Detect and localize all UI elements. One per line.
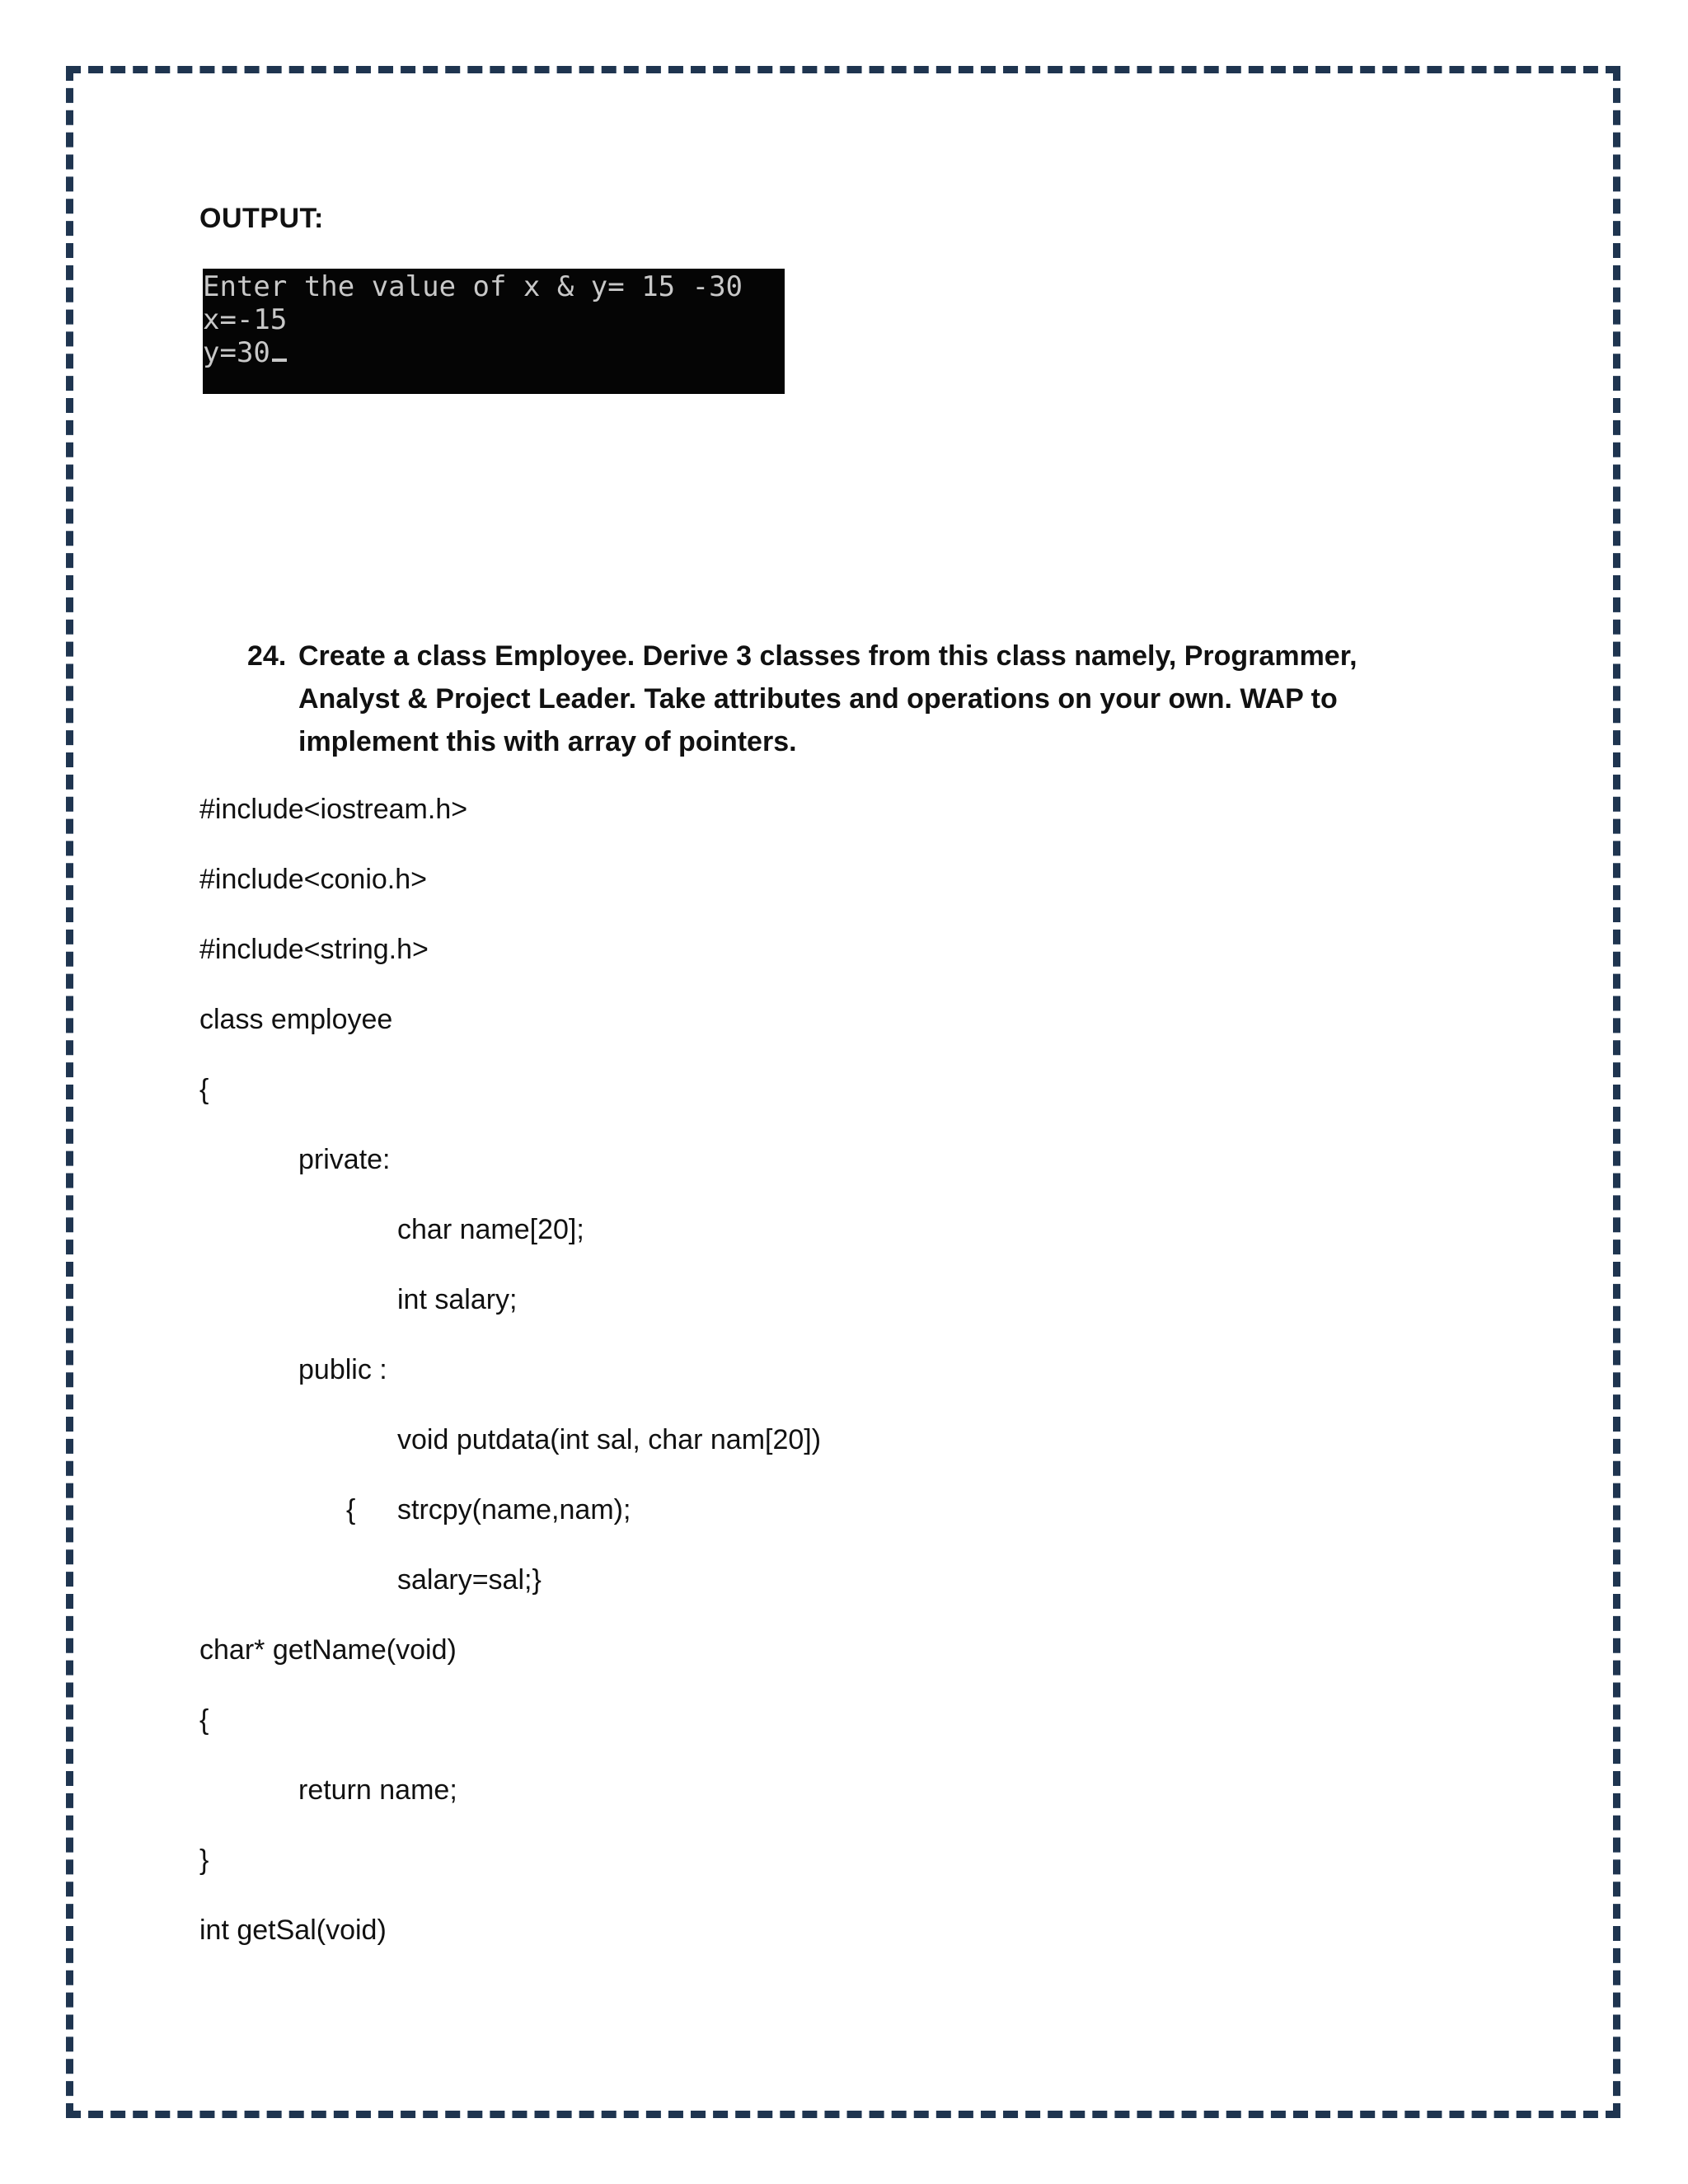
code-line: #include<conio.h>: [199, 864, 428, 895]
question-text: Create a class Employee. Derive 3 classes from this class namely, Programmer, Analyst & Project Leader. Take attributes and operations on your own. WAP to implement this with array of pointers.: [298, 640, 1357, 757]
code-line: #include<iostream.h>: [199, 794, 468, 825]
console-line: [203, 336, 785, 369]
code-line: {: [199, 1074, 209, 1105]
code-line: {: [199, 1704, 209, 1736]
console-cursor: [272, 359, 287, 362]
console-output-screenshot: [203, 269, 785, 394]
code-line: }: [199, 1844, 209, 1876]
question-number: 24.: [247, 640, 287, 672]
code-line: #include<string.h>: [199, 934, 429, 965]
code-line: char name[20];: [397, 1214, 584, 1245]
code-line: {: [346, 1494, 356, 1526]
console-line-text: y=30: [203, 336, 270, 369]
code-line: public :: [298, 1354, 387, 1385]
console-line: x=-15: [203, 303, 288, 336]
console-line: Enter the value of x & y= 15 -30: [203, 270, 743, 303]
code-line: private:: [298, 1144, 391, 1175]
output-heading: OUTPUT:: [199, 203, 324, 234]
code-line: strcpy(name,nam);: [397, 1494, 631, 1526]
code-line: char* getName(void): [199, 1634, 457, 1666]
code-line: class employee: [199, 1004, 393, 1035]
code-line: void putdata(int sal, char nam[20]): [397, 1424, 822, 1455]
code-line: salary=sal;}: [397, 1564, 542, 1596]
question-block: [247, 635, 1451, 763]
code-line: int getSal(void): [199, 1915, 387, 1946]
code-line: int salary;: [397, 1284, 518, 1315]
code-line: return name;: [298, 1774, 457, 1806]
